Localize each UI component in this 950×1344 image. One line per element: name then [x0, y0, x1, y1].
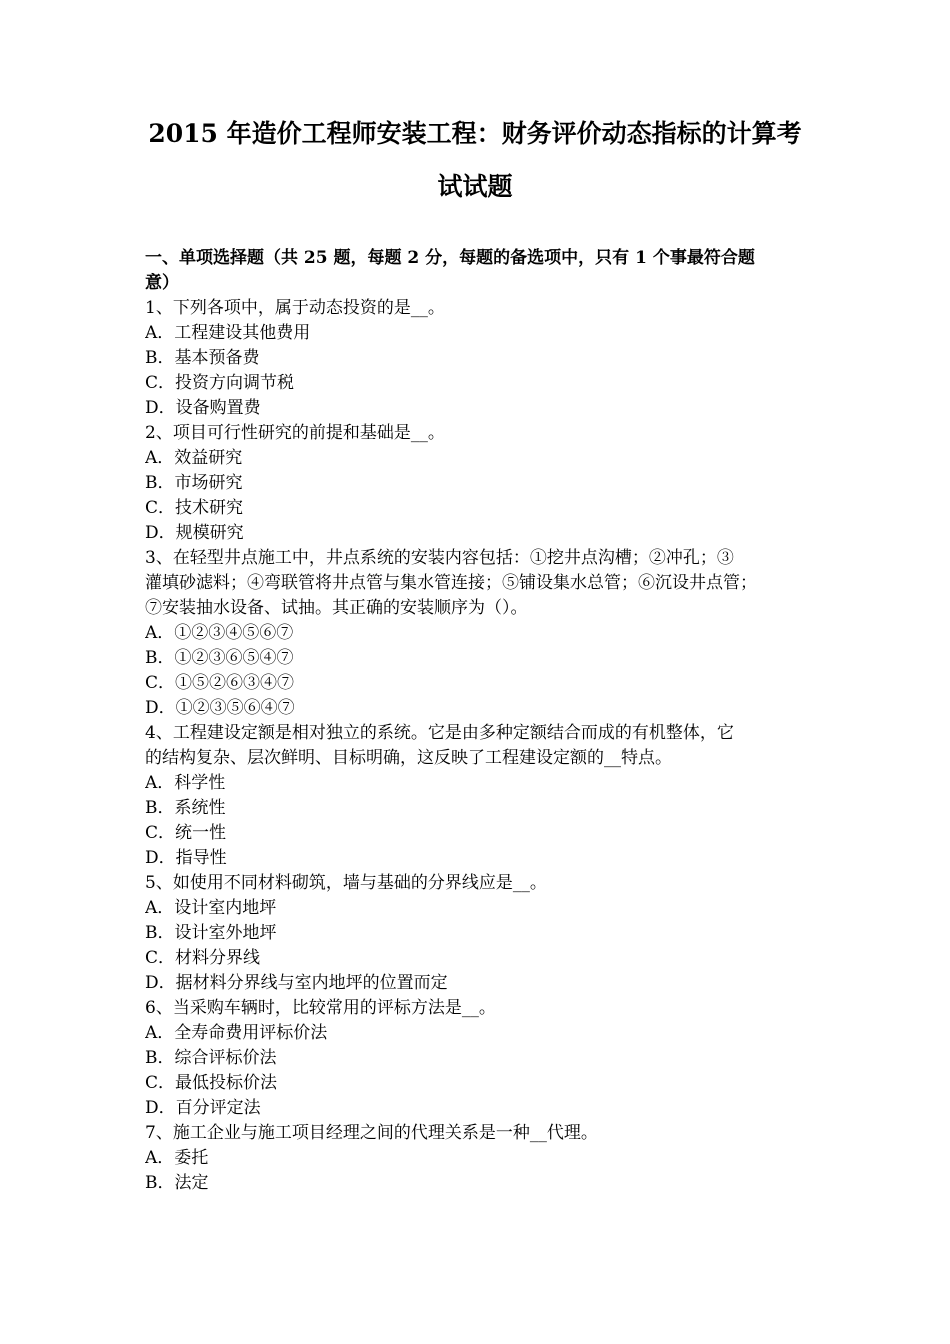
text-line: 7、施工企业与施工项目经理之间的代理关系是一种__代理。: [145, 1123, 598, 1143]
section-heading: [145, 246, 810, 296]
section-heading-line2: 意）: [145, 273, 179, 293]
section-heading-line1: 一、单项选择题（共 25 题，每题 2 分，每题的备选项中，只有 1 个事最符合题: [145, 248, 755, 268]
text-line: D．设备购置费: [145, 398, 261, 418]
text-line: A．全寿命费用评标价法: [145, 1023, 328, 1043]
text-line: B．法定: [145, 1173, 209, 1193]
text-line: B．综合评标价法: [145, 1048, 277, 1068]
text-line: A．工程建设其他费用: [145, 323, 311, 343]
text-line: C．最低投标价法: [145, 1073, 278, 1093]
text-line: D．百分评定法: [145, 1098, 261, 1118]
text-line: C．投资方向调节税: [145, 373, 295, 393]
text-line: A．①②③④⑤⑥⑦: [145, 623, 294, 643]
text-line: 1、下列各项中，属于动态投资的是__。: [145, 298, 445, 318]
text-line: C．技术研究: [145, 498, 244, 518]
text-line: 4、工程建设定额是相对独立的系统。它是由多种定额结合而成的有机整体，它: [145, 723, 734, 743]
text-line: B．市场研究: [145, 473, 243, 493]
text-line: B．系统性: [145, 798, 226, 818]
text-line: 的结构复杂、层次鲜明、目标明确，这反映了工程建设定额的__特点。: [145, 748, 672, 768]
text-line: C．材料分界线: [145, 948, 261, 968]
text-line: A．设计室内地坪: [145, 898, 277, 918]
text-line: D．①②③⑤⑥④⑦: [145, 698, 295, 718]
text-line: A．科学性: [145, 773, 226, 793]
text-line: D．据材料分界线与室内地坪的位置而定: [145, 973, 448, 993]
text-line: 2、项目可行性研究的前提和基础是__。: [145, 423, 445, 443]
text-line: D．规模研究: [145, 523, 244, 543]
text-line: A．委托: [145, 1148, 209, 1168]
text-line: A．效益研究: [145, 448, 243, 468]
text-line: D．指导性: [145, 848, 227, 868]
text-line: 3、在轻型井点施工中，井点系统的安装内容包括：①挖井点沟槽；②冲孔；③: [145, 548, 734, 568]
text-line: B．①②③⑥⑤④⑦: [145, 648, 294, 668]
text-line: B．设计室外地坪: [145, 923, 277, 943]
document-title-line1: 2015 年造价工程师安装工程：财务评价动态指标的计算考: [148, 119, 802, 148]
text-line: B．基本预备费: [145, 348, 260, 368]
text-line: 灌填砂滤料；④弯联管将井点管与集水管连接；⑤铺设集水总管；⑥沉设井点管；: [145, 573, 757, 593]
text-line: ⑦安装抽水设备、试抽。其正确的安装顺序为（）。: [145, 598, 528, 618]
text-line: 5、如使用不同材料砌筑，墙与基础的分界线应是__。: [145, 873, 547, 893]
text-line: C．统一性: [145, 823, 227, 843]
question-list: [145, 296, 810, 1196]
text-line: 6、当采购车辆时，比较常用的评标方法是__。: [145, 998, 496, 1018]
document-title-line2: 试试题: [437, 172, 513, 201]
text-line: C．①⑤②⑥③④⑦: [145, 673, 295, 693]
